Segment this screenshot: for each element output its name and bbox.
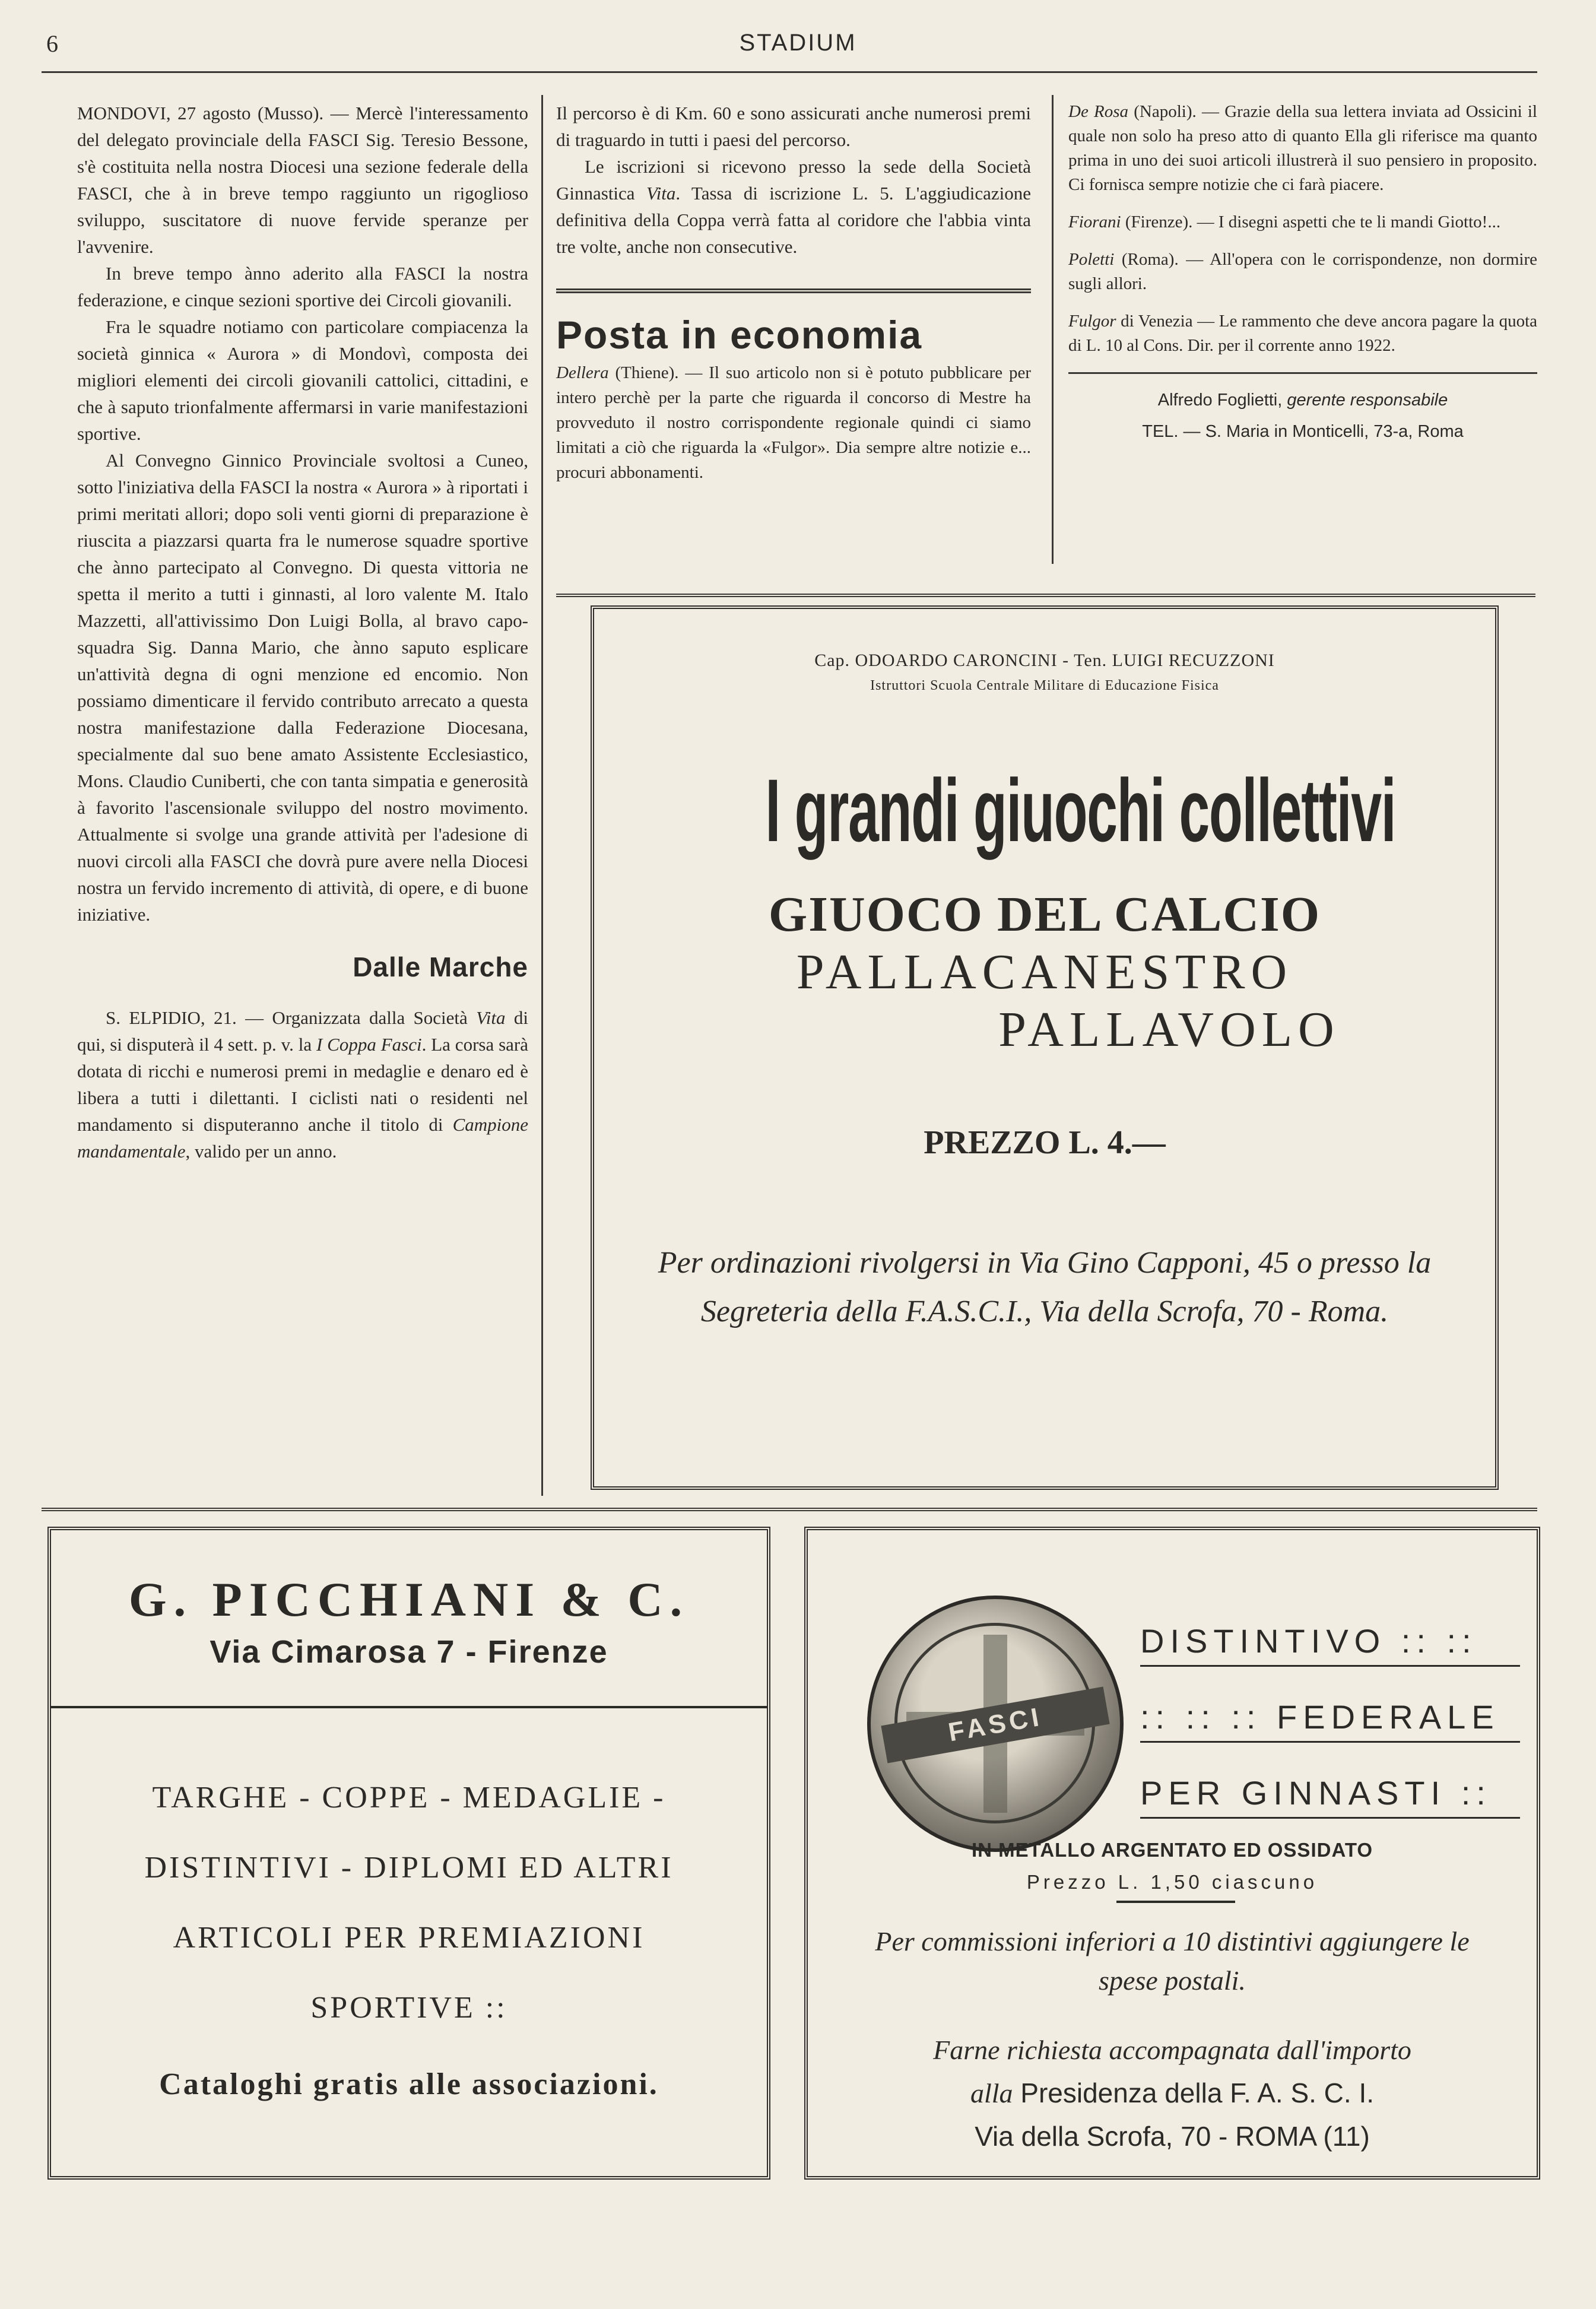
paragraph-elpidio [77, 1004, 528, 1165]
distintivo-title [1140, 1613, 1520, 1841]
column-divider-right [1052, 95, 1054, 564]
fiorani-text: (Firenze). — I disegni aspetti che te li mandi Giotto!... [1121, 212, 1501, 231]
section-heading-marche: Dalle Marche [353, 951, 528, 982]
medal-band: FASCI [881, 1686, 1109, 1763]
book-authors: Cap. ODOARDO CARONCINI - Ten. LUIGI RECUZZONI [814, 651, 1275, 670]
header-rule [42, 71, 1537, 73]
picchiani-catalog: Cataloghi gratis alle associazioni. [159, 2067, 659, 2101]
elpidio-mid: di qui, si disputerà il 4 sett. p. v. la [77, 1007, 528, 1055]
page-number: 6 [46, 30, 58, 57]
paragraph-dellera [556, 360, 1031, 485]
fulgor-text: di Venezia — Le rammento che deve ancora pagare la quota di L. 10 al Cons. Dir. per il corrente anno 1922. [1068, 312, 1537, 355]
elpidio-campione: Campione mandamentale [77, 1114, 528, 1162]
paragraph-convegno: Al Convegno Ginnico Provinciale svoltosi a Cuneo, sotto l'iniziativa della FASCI la nostra « Aurora » à riportati i primi meritati allori; dopo soli venti giorni di preparazione è riuscita a piazzarsi quarta fra le numerose squadre sportive che ànno partecipato al Convegno. Di questa vittoria ne spetta il merito a tutti i ginnasti, al loro valente M. Italo Mazzetti, all'attivissimo Don Luigi Bolla, al bravo capo-squadra Sig. Danna Mario, che ànno saputo esplicare un'attività degna di ogni menzione ed encomio. Non possiamo dimenticare il fervido contributo arrecato a questa nostra manifestazione dalla Federazione Diocesana, specialmente dal suo bene amato Assistente Ecclesiastico, Mons. Claudio Cuniberti, che con tanta simpatia e generosità à favorito l'ascensionale sviluppo del nostro movimento. Attualmente si svolge una grande attività per l'adesione di nuovi circoli alla FASCI che dovrà pure avere nella Diocesi nostra un fervido incremento di attività, di opere, e di buone iniziative. [77, 450, 528, 925]
de-rosa-name: De Rosa [1068, 102, 1129, 121]
book-sub-calcio: GIUOCO DEL CALCIO [768, 887, 1321, 942]
paragraph-percorso: Il percorso è di Km. 60 e sono assicurati anche numerosi premi di traguardo in tutti i paesi del percorso. [556, 103, 1031, 150]
right-column [1068, 100, 1537, 457]
request-address: Via della Scrofa, 70 - ROMA (11) [975, 2121, 1370, 2152]
picchiani-items: TARGHE - COPPE - MEDAGLIE - DISTINTIVI - DIPLOMI ED ALTRI ARTICOLI PER PREMIAZIONI SPORTIVE :: [144, 1781, 674, 2025]
manager-rule [1068, 372, 1537, 374]
elpidio-vita: Vita [476, 1007, 506, 1028]
paragraph-federazione: In breve tempo ànno aderito alla FASCI la nostra federazione, e cinque sezioni sportive dei Circoli giovanili. [77, 263, 528, 310]
ad-distintivo [804, 1527, 1540, 2180]
book-order: Per ordinazioni rivolgersi in Via Gino Capponi, 45 o presso la Segreteria della F.A.S.C.I., Via della Scrofa, 70 - Roma. [658, 1246, 1432, 1328]
request-alla: alla [970, 2078, 1013, 2108]
book-title: I grandi giuochi collettivi [765, 760, 1396, 860]
distintivo-material: IN METALLO ARGENTATO ED OSSIDATO [971, 1839, 1373, 1861]
distintivo-line-1: DISTINTIVO :: :: [1140, 1613, 1520, 1667]
ad-book-giuochi [591, 605, 1499, 1490]
picchiani-address: Via Cimarosa 7 - Firenze [210, 1634, 608, 1670]
elpidio-end: , valido per un anno. [185, 1141, 337, 1162]
fasci-medal-icon [867, 1596, 1124, 1852]
reply-fulgor [1068, 309, 1537, 358]
reply-fiorani [1068, 210, 1537, 234]
distintivo-price: Prezzo L. 1,50 ciascuno [1026, 1871, 1318, 1893]
journal-title: STADIUM [739, 30, 857, 56]
distintivo-line-2: :: :: :: FEDERALE [1140, 1689, 1520, 1743]
iscrizioni-b: . Tassa di iscrizione L. 5. L'aggiudicazione definitiva della Coppa verrà fatta al coridore che l'abbia vinta tre volte, anche non consecutive. [556, 183, 1031, 257]
manager-line [1068, 388, 1537, 413]
picchiani-name: G. PICCHIANI & C. [128, 1572, 690, 1626]
poletti-name: Poletti [1068, 250, 1115, 269]
distintivo-request [808, 2029, 1537, 2158]
fiorani-name: Fiorani [1068, 212, 1121, 231]
request-line-a: Farne richiesta accompagnata dall'importo [933, 2035, 1411, 2065]
paragraph-mondovi: MONDOVI, 27 agosto (Musso). — Mercè l'interessamento del delegato provinciale della FASCI Sig. Teresio Bessone, s'è costituita nella nostra Diocesi una sezione federale della FASCI, che à in breve tempo raggiunto un rigoglioso sviluppo, suscitatore di nuove fervide speranze per l'avvenire. [77, 103, 528, 257]
posta-heading: Posta in economia [556, 313, 923, 357]
section-rule [556, 288, 1031, 293]
manager-role: gerente responsabile [1287, 391, 1448, 410]
elpidio-rest: . La corsa sarà dotata di ricchi e numerosi premi in medaglie e denaro ed è libera a tutti i dilettanti. I ciclisti nati o residenti nel mandamento si disputeranno anche il titolo di [77, 1034, 529, 1135]
paragraph-squadre: Fra le squadre notiamo con particolare compiacenza la società ginnica « Aurora » di Mondovì, composta dei migliori elementi dei circoli giovanili cattolici, cittadini, e che à saputo trionfalmente affermarsi in varie manifestazioni sportive. [77, 316, 528, 444]
paragraph-iscrizioni [556, 153, 1031, 260]
elpidio-dateline: S. ELPIDIO, 21. — Organizzata dalla Società [106, 1007, 477, 1028]
poletti-text: (Roma). — All'opera con le corrispondenze, non dormire sugli allori. [1068, 250, 1537, 293]
book-price: PREZZO L. 4.— [924, 1124, 1166, 1161]
left-column [77, 100, 528, 1165]
distintivo-line-3: PER GINNASTI :: [1140, 1765, 1520, 1819]
dellera-text: (Thiene). — Il suo articolo non si è potuto pubblicare per intero perchè per la parte che riguarda il concorso di Mestre ha provveduto il nostro corrispondente regionale quindi ci siamo limitati a ciò che riguarda la «Fulgor». Dia sempre altre notizie e... procuri abbonamenti. [556, 363, 1031, 482]
fulgor-name: Fulgor [1068, 312, 1116, 331]
elpidio-coppa: I Coppa Fasci [316, 1034, 422, 1055]
request-presidenza: Presidenza della F. A. S. C. I. [1013, 2078, 1375, 2108]
column-divider-left [541, 95, 543, 1496]
iscrizioni-vita: Vita [646, 183, 676, 204]
picchiani-rule [51, 1706, 767, 1708]
ads-bottom-rule [42, 1508, 1537, 1511]
distintivo-commissions: Per commissioni inferiori a 10 distintivi aggiungere le spese postali. [875, 1926, 1470, 1996]
book-sub-pallacanestro: PALLACANESTRO [796, 944, 1293, 1000]
printer-line: TEL. — S. Maria in Monticelli, 73-a, Roma [1142, 422, 1464, 441]
book-affiliation: Istruttori Scuola Centrale Militare di Educazione Fisica [870, 678, 1219, 693]
book-sub-pallavolo: PALLAVOLO [998, 1002, 1340, 1057]
de-rosa-text: (Napoli). — Grazie della sua lettera inviata ad Ossicini il quale non solo ha preso atto di quanto Ella gli riferisce ma quanto prima in uno dei suoi articoli illustrerà il suo pensiero in proposito. Ci fornisca sempre notizie che ci farà piacere. [1068, 102, 1537, 194]
flourish-divider [1116, 1901, 1235, 1903]
reply-poletti [1068, 248, 1537, 296]
middle-column [556, 100, 1031, 485]
iscrizioni-a: Le iscrizioni si ricevono presso la sede della Società Ginnastica [556, 156, 1031, 204]
reply-de-rosa [1068, 100, 1537, 197]
manager-name: Alfredo Foglietti, [1157, 391, 1287, 410]
dellera-name: Dellera [556, 363, 609, 382]
ad-picchiani [47, 1527, 770, 2180]
ad-top-rule [556, 594, 1535, 597]
